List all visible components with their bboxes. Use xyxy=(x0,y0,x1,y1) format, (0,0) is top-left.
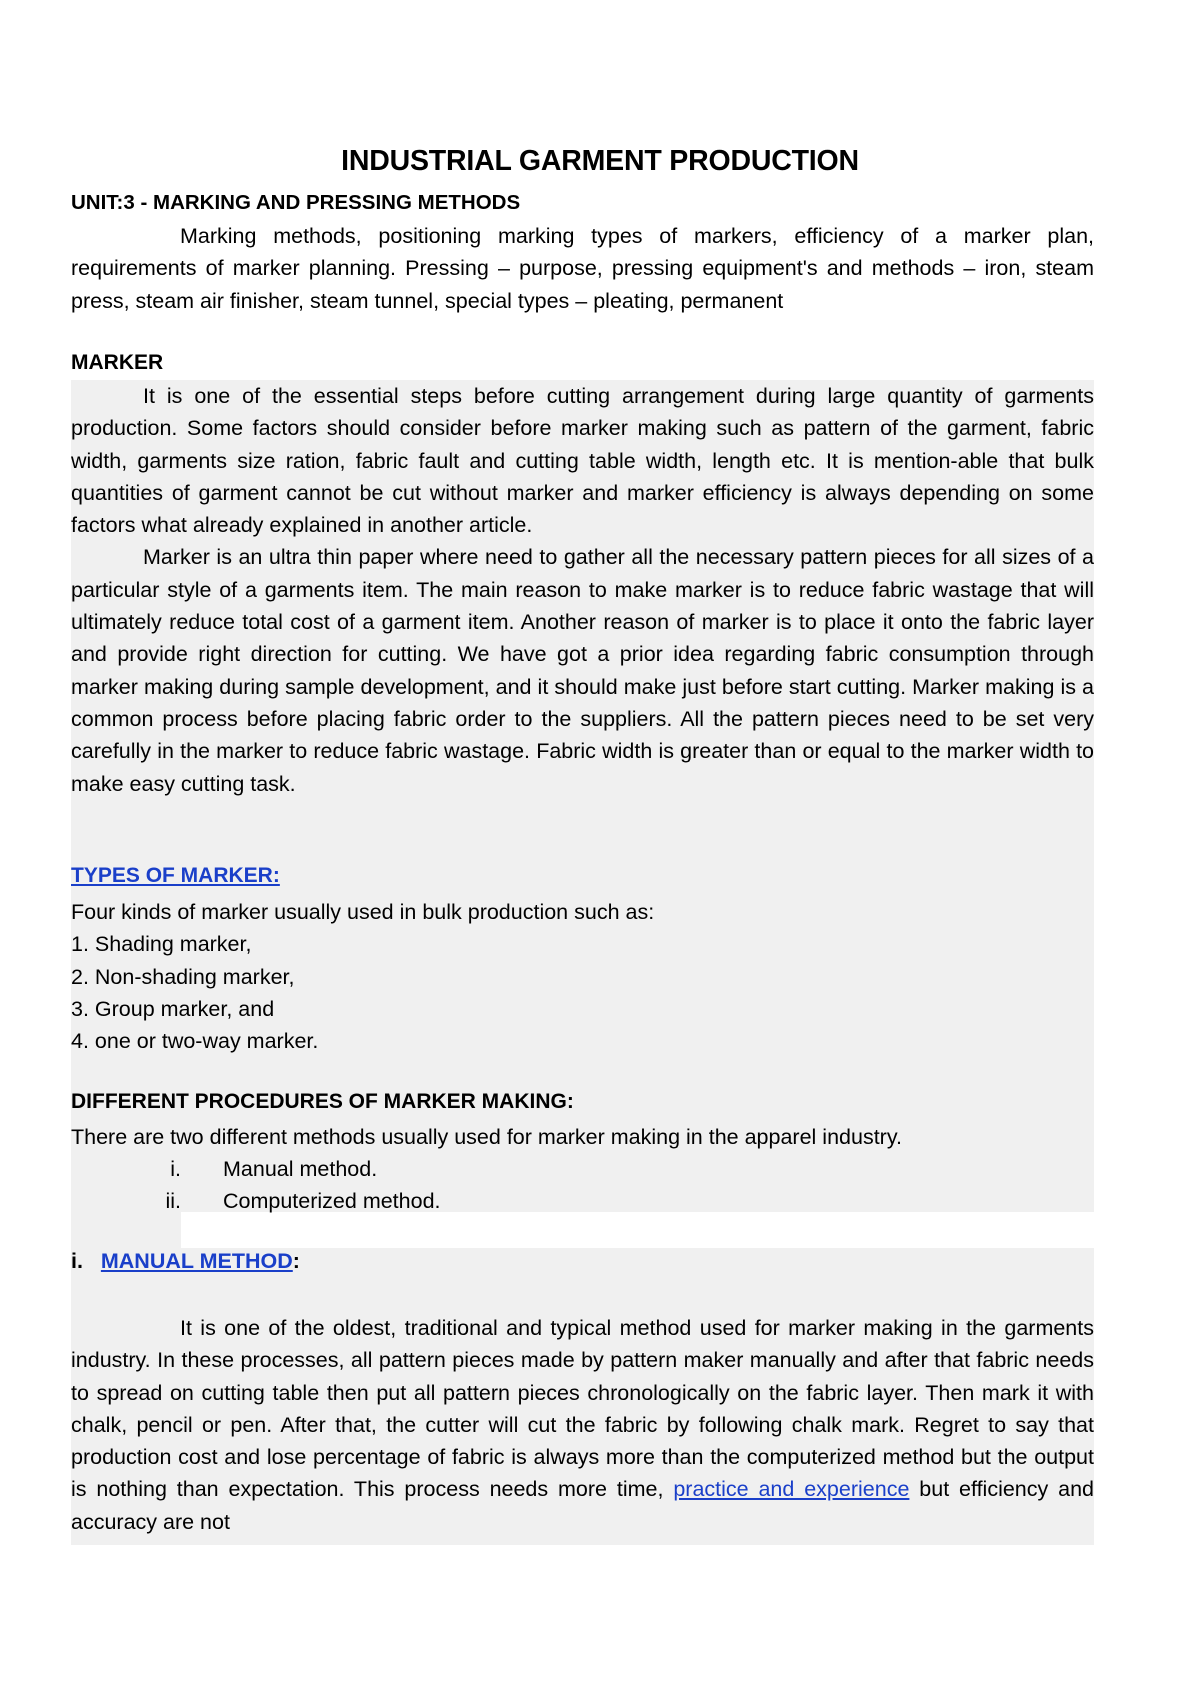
types-of-marker-link[interactable]: TYPES OF MARKER: xyxy=(71,864,280,887)
procedures-heading: DIFFERENT PROCEDURES OF MARKER MAKING: xyxy=(71,1090,574,1113)
document-title: INDUSTRIAL GARMENT PRODUCTION xyxy=(341,145,859,177)
types-intro: Four kinds of marker usually used in bulk production such as: xyxy=(71,900,655,924)
list-item: 1. Shading marker, xyxy=(71,932,252,957)
list-item: 4. one or two-way marker. xyxy=(71,1029,319,1054)
syllabus-text: Marking methods, positioning marking types of markers, efficiency of a marker plan, requirements of marker planning. Pressing – purpose, pressing equipment's and methods – iron, steam press, steam air finisher, steam tunnel, special types – pleating, permanent xyxy=(71,224,1094,313)
list-item: 3. Group marker, and xyxy=(71,996,275,1021)
procedures-list xyxy=(71,1153,441,1218)
syllabus-paragraph xyxy=(71,220,1094,317)
manual-number: i. xyxy=(71,1249,83,1273)
unit-heading: UNIT:3 - MARKING AND PRESSING METHODS xyxy=(71,191,521,214)
practice-experience-link[interactable]: practice and experience xyxy=(673,1477,910,1502)
marker-section xyxy=(71,380,1094,800)
list-item: 2. Non-shading marker, xyxy=(71,964,295,989)
manual-body-start: It is one of the oldest, traditional and typical method used for marker making in the garments industry. In these processes, all pattern pieces made by pattern maker manually and after that fabric needs to spread on cutting table then put all pattern pieces chronologically on the fabric layer. Then mark it with chalk, pencil or pen. After that, the cutter will cut the fabric by following chalk mark. Regret to say that production cost and lose percentage of fabric is always more than the computerized method but the output is nothing than expectation. This process needs more time, xyxy=(71,1316,1094,1502)
marker-paragraph-2 xyxy=(71,541,1094,799)
manual-colon: : xyxy=(292,1249,300,1273)
list-number: i. xyxy=(170,1157,181,1181)
manual-method-heading xyxy=(71,1249,300,1274)
manual-method-link[interactable]: MANUAL METHOD xyxy=(100,1249,293,1273)
manual-method-paragraph xyxy=(71,1312,1094,1538)
list-label: Manual method. xyxy=(223,1157,378,1181)
list-item xyxy=(71,1153,441,1185)
types-list xyxy=(71,896,654,1057)
list-label: Computerized method. xyxy=(223,1189,441,1214)
list-item xyxy=(71,1185,441,1217)
marker-paragraph-2-text: Marker is an ultra thin paper where need to gather all the necessary pattern pieces for all sizes of a particular style of a garments item. The main reason to make marker is to reduce fabric wastage that will ultimately reduce total cost of a garment item. Another reason of marker is to place it onto the fabric layer and provide right direction for cutting. We have got a prior idea regarding fabric consumption through marker making during sample development, and it should make just before start cutting. Marker making is a common process before placing fabric order to the suppliers. All the pattern pieces need to be set very carefully in the marker to reduce fabric wastage. Fabric width is greater than or equal to the marker width to make easy cutting task. xyxy=(71,545,1094,796)
list-number: ii. xyxy=(165,1189,181,1214)
marker-heading: MARKER xyxy=(71,351,164,374)
marker-paragraph-1 xyxy=(71,380,1094,541)
marker-paragraph-1-text: It is one of the essential steps before cutting arrangement during large quantity of garments production. Some factors should consider before marker making such as pattern of the garment, fabric width, garments size ration, fabric fault and cutting table width, length etc. It is mention-able that bulk quantities of garment cannot be cut without marker and marker efficiency is always depending on some factors what already explained in another article. xyxy=(71,384,1094,538)
manual-body-end: but efficiency and accuracy are not xyxy=(71,1477,1095,1534)
procedures-intro: There are two different methods usually used for marker making in the apparel industry. xyxy=(71,1125,902,1149)
